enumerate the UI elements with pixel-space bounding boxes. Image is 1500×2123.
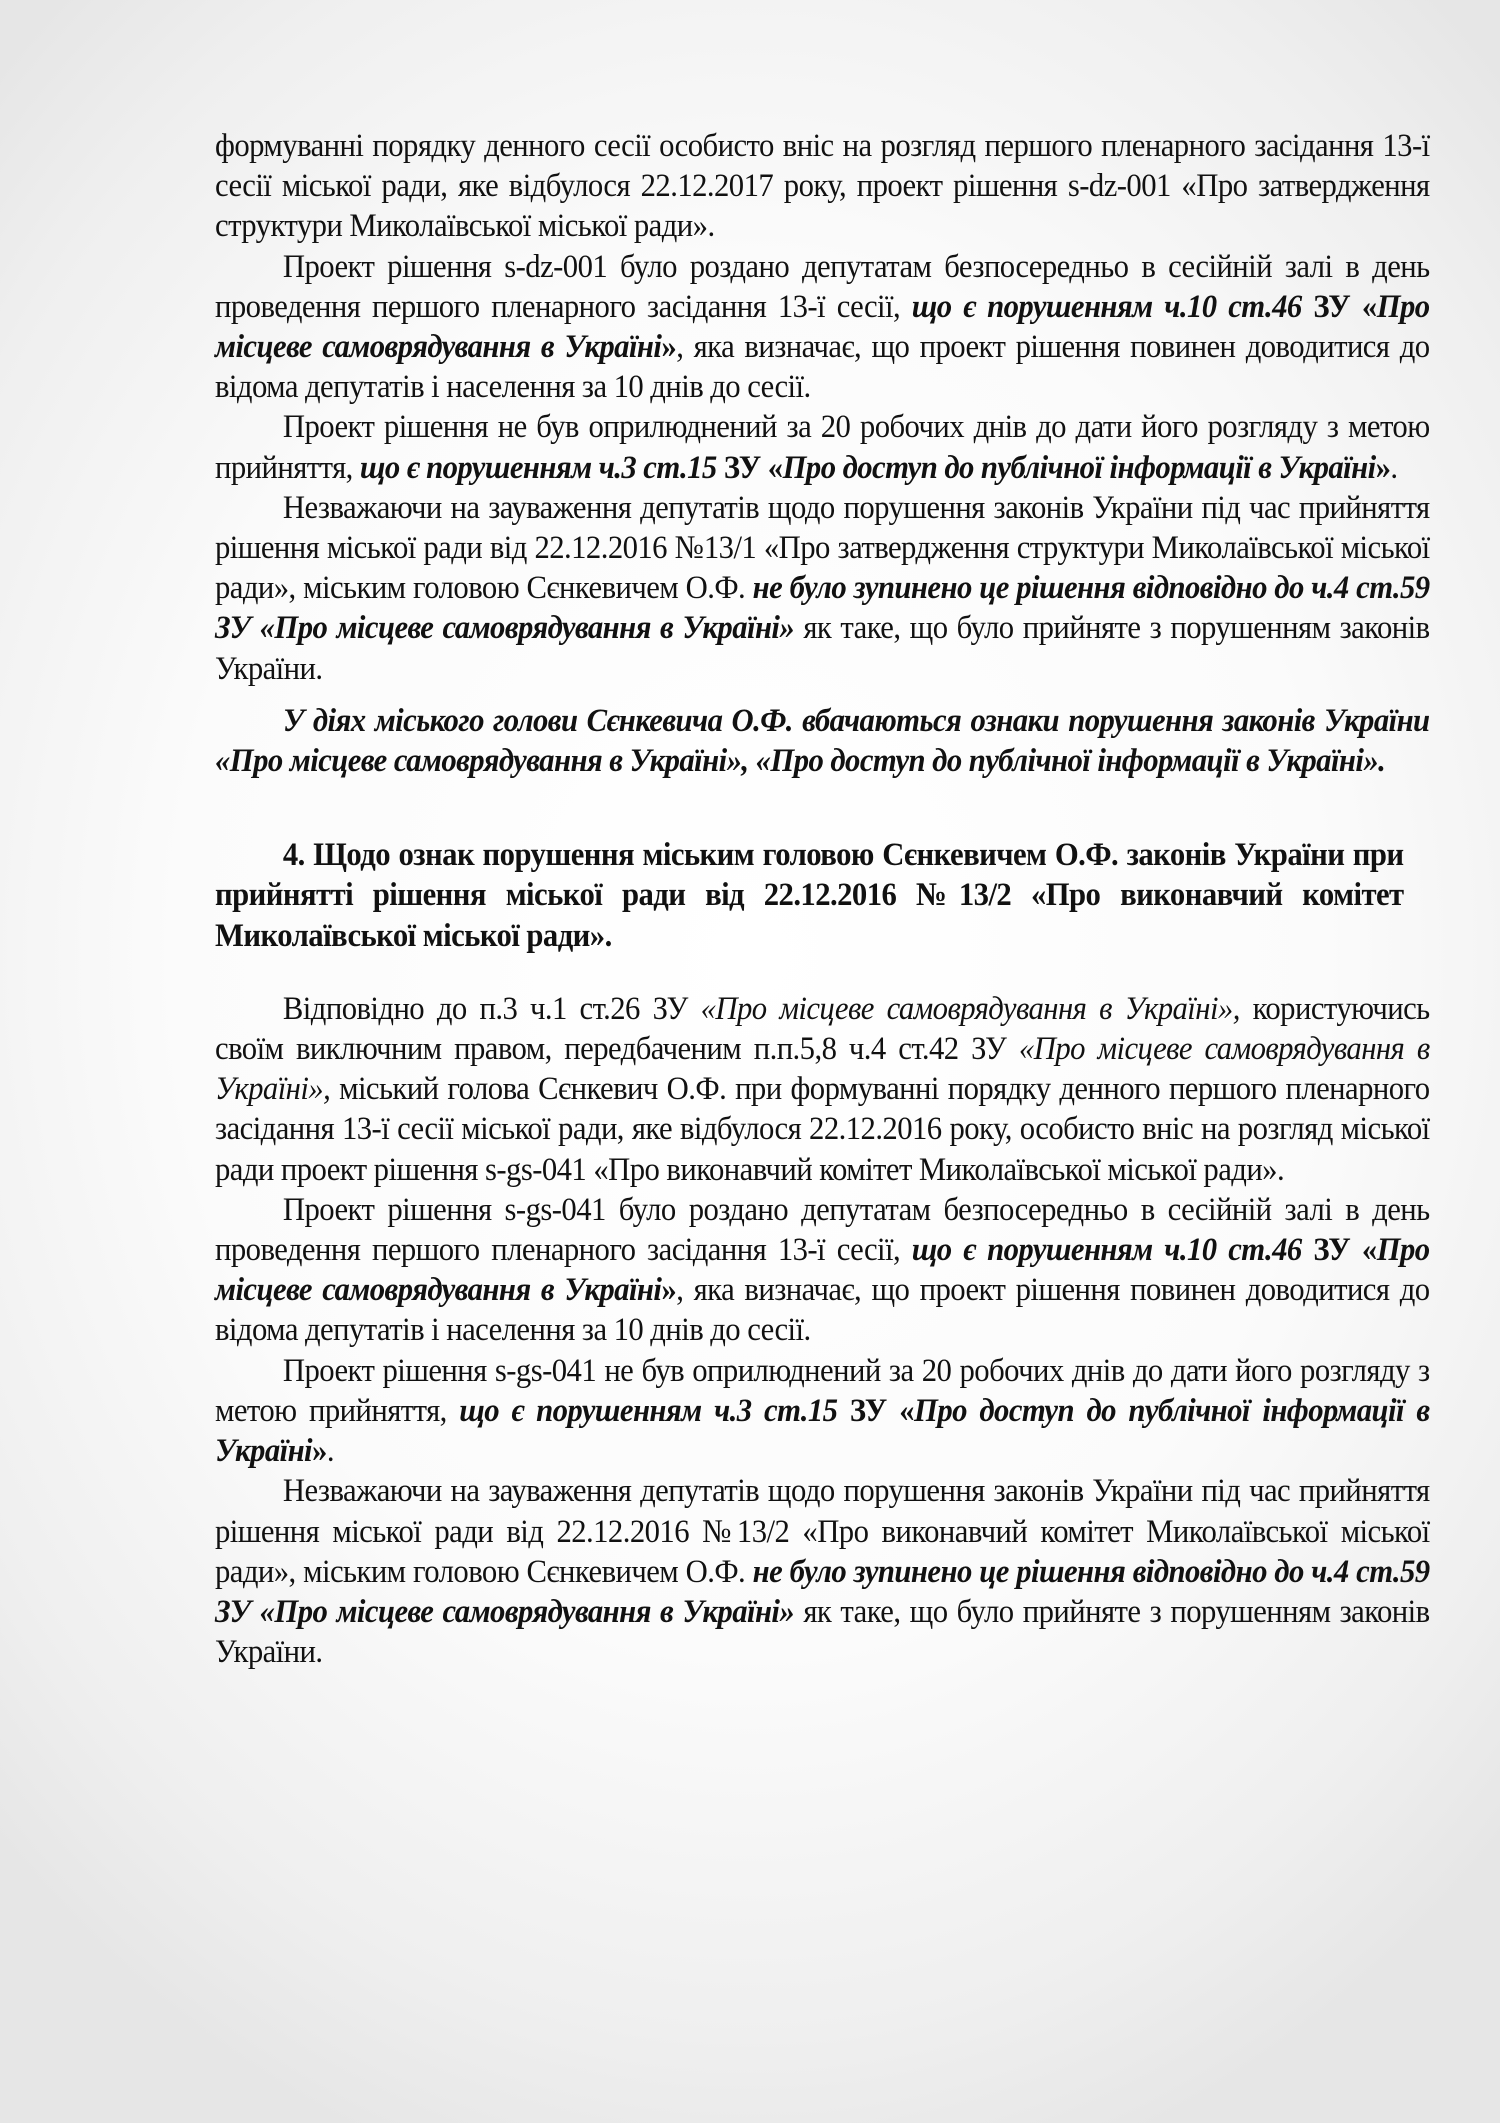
paragraph-gs041-publication <box>215 1351 1430 1472</box>
text-run: , яка визначає, що проект рішення повинен доводитися до відома депутатів і населення за 10 днів до сесії. <box>215 1272 1430 1349</box>
text-run: Незважаючи на зауваження депутатів щодо порушення законів України під час прийняття рішення міської ради від 22.12.2016 №13/2 «Про виконавчий комітет Миколаївської міської ради», міським головою Сєнкевичем О.Ф. <box>215 1473 1430 1590</box>
paragraph-conclusion <box>215 701 1430 781</box>
text-run-bold: ЗУ « <box>1313 1232 1377 1269</box>
text-run-bold-italic: Про місцеве самоврядування в Україні <box>215 288 1430 366</box>
text-run-bold: ЗУ « <box>723 449 783 486</box>
paragraph-dz001-distribution <box>215 247 1430 408</box>
text-run: Проект рішення не був оприлюднений за 20 робочих днів до дати його розгляду з метою прийняття, <box>215 409 1430 486</box>
text-run-bold-italic: що є порушенням ч.10 ст.46 <box>911 1232 1314 1269</box>
text-run: . <box>326 1433 334 1470</box>
text-run-italic: «Про місцеве самоврядування в Україні», <box>215 1031 1430 1108</box>
paragraph-continuation <box>215 126 1430 247</box>
paragraph-gs041-basis <box>215 989 1430 1190</box>
text-run: як таке, що було прийняте з порушенням законів України. <box>215 1593 1430 1671</box>
text-run: користуючись своїм виключним правом, передбаченим п.п.5,8 ч.4 ст.42 ЗУ <box>215 990 1430 1068</box>
text-run-bold-italic: не було зупинено це рішення відповідно до ч.4 ст.59 ЗУ «Про місцеве самоврядування в Україні» <box>215 1553 1430 1630</box>
text-run: Відповідно до п.3 ч.1 ст.26 ЗУ <box>282 990 701 1027</box>
text-run-bold-italic: У діях міського голови Сєнкевича О.Ф. вбачаються ознаки порушення законів України «Про місцеве самоврядування в Україні», «Про доступ до публічної інформації в Україні». <box>215 702 1430 780</box>
text-run: Проект рішення s-dz-001 було роздано депутатам безпосередньо в сесійній залі в день проведення першого пленарного засідання 13-ї сесії, <box>215 248 1430 325</box>
text-run-bold: » <box>661 1272 677 1309</box>
text-run: Проект рішення s-gs-041 було роздано депутатам безпосередньо в сесійній залі в день проведення першого пленарного засідання 13-ї сесії, <box>215 1191 1430 1269</box>
text-run-bold: » <box>661 329 677 366</box>
section-heading-4 <box>215 835 1430 956</box>
text-run-bold-italic: Про доступ до публічної інформації в Україні <box>215 1392 1430 1470</box>
text-run-bold-italic: що є порушенням ч.3 ст.15 <box>459 1392 850 1429</box>
paragraph-13-2-not-suspended <box>215 1471 1430 1672</box>
paragraph-13-1-not-suspended <box>215 488 1430 689</box>
text-run-italic: «Про місцеве самоврядування в Україні», <box>700 990 1240 1027</box>
text-run-bold-italic: не було зупинено це рішення відповідно до ч.4 ст.59 ЗУ «Про місцеве самоврядування в Україні» <box>215 570 1430 647</box>
text-run: міський голова Сєнкевич О.Ф. при формуванні порядку денного першого пленарного засідання 13-ї сесії міської ради, яке відбулося 22.12.2016 року, особисто вніс на розгляд міської ради проект рішення s-gs-041 «Про виконавчий комітет Миколаївської міської ради». <box>215 1071 1430 1188</box>
text-run: формуванні порядку денного сесії особисто вніс на розгляд першого пленарного засідання 13-ї сесії міської ради, яке відбулося 22.12.2017 року, проект рішення s-dz-001 «Про затвердження структури Миколаївської міської ради». <box>215 128 1430 245</box>
text-run: як таке, що було прийняте з порушенням законів України. <box>215 610 1430 687</box>
paragraph-gs041-distribution <box>215 1190 1430 1351</box>
text-run-bold-italic: що є порушенням ч.10 ст.46 <box>911 288 1314 325</box>
text-run-bold: » <box>312 1433 327 1470</box>
text-run-bold-italic: Про доступ до публічної інформації в Україні <box>782 449 1376 486</box>
text-run-bold-italic: що є порушенням ч.3 ст.15 <box>359 449 724 486</box>
text-run-bold-italic: Про місцеве самоврядування в Україні <box>215 1232 1430 1309</box>
text-run: , яка визначає, що проект рішення повинен доводитися до відома депутатів і населення за 10 днів до сесії. <box>215 329 1430 406</box>
text-run-bold: ЗУ « <box>849 1392 915 1429</box>
heading-text: 4. Щодо ознак порушення міським головою Сєнкевичем О.Ф. законів України при прийнятті рішення міської ради від 22.12.2016 №13/2 «Про виконавчий комітет Миколаївської міської ради». <box>215 837 1404 954</box>
text-run: Незважаючи на зауваження депутатів щодо порушення законів України під час прийняття рішення міської ради від 22.12.2016 №13/1 «Про затвердження структури Миколаївської міської ради», міським головою Сєнкевичем О.Ф. <box>215 489 1430 607</box>
text-run-bold: » <box>1375 449 1391 486</box>
paragraph-dz001-publication <box>215 407 1430 487</box>
document-page <box>215 126 1430 1672</box>
text-run-bold: ЗУ « <box>1313 288 1377 325</box>
text-run: . <box>1390 449 1398 486</box>
text-run: Проект рішення s-gs-041 не був оприлюднений за 20 робочих днів до дати його розгляду з метою прийняття, <box>215 1352 1430 1429</box>
